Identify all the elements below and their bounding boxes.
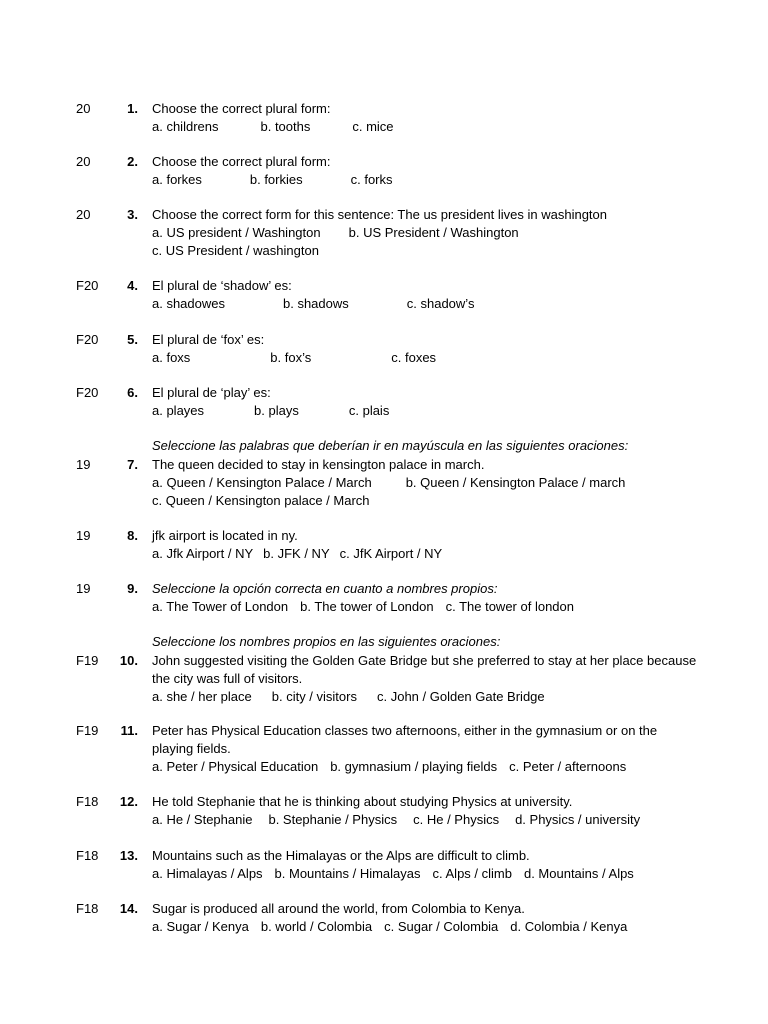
option-a: a. Himalayas / Alps <box>152 866 263 881</box>
question-code: F19 <box>76 723 99 738</box>
question-number: 11. <box>120 723 138 738</box>
question-prompt: Choose the correct form for this sentence: The us president lives in washington <box>152 207 607 222</box>
option-b: b. The tower of London <box>300 599 434 614</box>
question-code: F18 <box>76 794 99 809</box>
question-prompt: El plural de ‘shadow’ es: <box>152 278 292 293</box>
option-a: a. shadowes <box>152 296 225 311</box>
option-c: c. He / Physics <box>413 812 500 827</box>
option-c: c. Sugar / Colombia <box>384 919 499 934</box>
question-prompt: jfk airport is located in ny. <box>152 528 298 543</box>
option-b: b. tooths <box>260 119 311 134</box>
question-prompt: The queen decided to stay in kensington palace in march. <box>152 457 485 472</box>
option-c: c. shadow’s <box>406 296 475 311</box>
option-a: a. Sugar / Kenya <box>152 919 249 934</box>
question-number: 7. <box>127 457 138 472</box>
option-b: b. Queen / Kensington Palace / march <box>405 475 626 490</box>
question-prompt: He told Stephanie that he is thinking about studying Physics at university. <box>152 794 573 809</box>
question-prompt: John suggested visiting the Golden Gate Bridge but she preferred to stay at her place because the city was full of visitors. <box>152 653 697 686</box>
option-b: b. shadows <box>283 296 349 311</box>
option-c: c. JfK Airport / NY <box>339 546 443 561</box>
option-a: a. Queen / Kensington Palace / March <box>152 475 372 490</box>
question-number: 10. <box>119 653 138 668</box>
section-instruction: Seleccione los nombres propios en las siguientes oraciones: <box>152 634 501 649</box>
option-c: c. The tower of london <box>445 599 574 614</box>
question-code: F20 <box>76 278 99 293</box>
section-instruction: Seleccione las palabras que deberían ir en mayúscula en las siguientes oraciones: <box>152 438 629 453</box>
question-code: F20 <box>76 332 99 347</box>
question-code: 20 <box>76 154 91 169</box>
question-prompt: El plural de ‘play’ es: <box>152 385 271 400</box>
question-code: 20 <box>76 101 91 116</box>
question-code: 20 <box>76 207 91 222</box>
option-c: c. Queen / Kensington palace / March <box>152 493 370 508</box>
option-d: d. Mountains / Alps <box>523 866 634 881</box>
option-a: a. The Tower of London <box>152 599 289 614</box>
option-b: b. Mountains / Himalayas <box>274 866 421 881</box>
question-number: 6. <box>127 385 138 400</box>
option-b: b. city / visitors <box>271 689 357 704</box>
question-number: 9. <box>127 581 138 596</box>
question-number: 8. <box>127 528 138 543</box>
option-b: b. world / Colombia <box>260 919 373 934</box>
question-prompt: Sugar is produced all around the world, from Colombia to Kenya. <box>152 901 525 916</box>
question-code: F19 <box>76 653 99 668</box>
question-number: 1. <box>127 101 138 116</box>
question-number: 14. <box>119 901 138 916</box>
option-a: a. foxs <box>152 350 191 365</box>
question-code: 19 <box>76 581 91 596</box>
option-a: a. US president / Washington <box>152 225 321 240</box>
option-d: d. Physics / university <box>515 812 641 827</box>
option-c: c. mice <box>352 119 394 134</box>
question-prompt: Peter has Physical Education classes two afternoons, either in the gymnasium or on the playing fields. <box>152 723 658 756</box>
option-a: a. forkes <box>152 172 202 187</box>
question-prompt: Choose the correct plural form: <box>152 154 331 169</box>
question-number: 3. <box>127 207 138 222</box>
question-code: F20 <box>76 385 99 400</box>
option-a: a. childrens <box>152 119 219 134</box>
question-code: F18 <box>76 848 99 863</box>
question-number: 13. <box>119 848 138 863</box>
question-code: 19 <box>76 528 91 543</box>
option-c: c. plais <box>348 403 390 418</box>
question-prompt: El plural de ‘fox’ es: <box>152 332 265 347</box>
option-a: a. playes <box>152 403 205 418</box>
option-d: d. Colombia / Kenya <box>510 919 628 934</box>
option-b: b. forkies <box>249 172 303 187</box>
option-a: a. Peter / Physical Education <box>152 759 319 774</box>
question-number: 4. <box>127 278 138 293</box>
question-number: 5. <box>127 332 138 347</box>
option-c: c. Peter / afternoons <box>509 759 627 774</box>
option-a: a. she / her place <box>152 689 252 704</box>
question-prompt: Choose the correct plural form: <box>152 101 331 116</box>
question-code: 19 <box>76 457 91 472</box>
option-b: b. US President / Washington <box>348 225 519 240</box>
option-a: a. Jfk Airport / NY <box>152 546 254 561</box>
option-b: b. JFK / NY <box>263 546 330 561</box>
option-c: c. John / Golden Gate Bridge <box>376 689 545 704</box>
option-a: a. He / Stephanie <box>152 812 253 827</box>
question-number: 2. <box>127 154 138 169</box>
option-c: c. US President / washington <box>152 243 319 258</box>
question-prompt: Seleccione la opción correcta en cuanto a nombres propios: <box>152 581 498 596</box>
question-prompt: Mountains such as the Himalayas or the Alps are difficult to climb. <box>152 848 530 863</box>
option-b: b. gymnasium / playing fields <box>330 759 498 774</box>
option-c: c. Alps / climb <box>432 866 512 881</box>
option-c: c. foxes <box>391 350 437 365</box>
question-number: 12. <box>119 794 138 809</box>
option-c: c. forks <box>350 172 393 187</box>
option-b: b. fox’s <box>270 350 312 365</box>
question-code: F18 <box>76 901 99 916</box>
option-b: b. plays <box>254 403 299 418</box>
option-b: b. Stephanie / Physics <box>268 812 398 827</box>
